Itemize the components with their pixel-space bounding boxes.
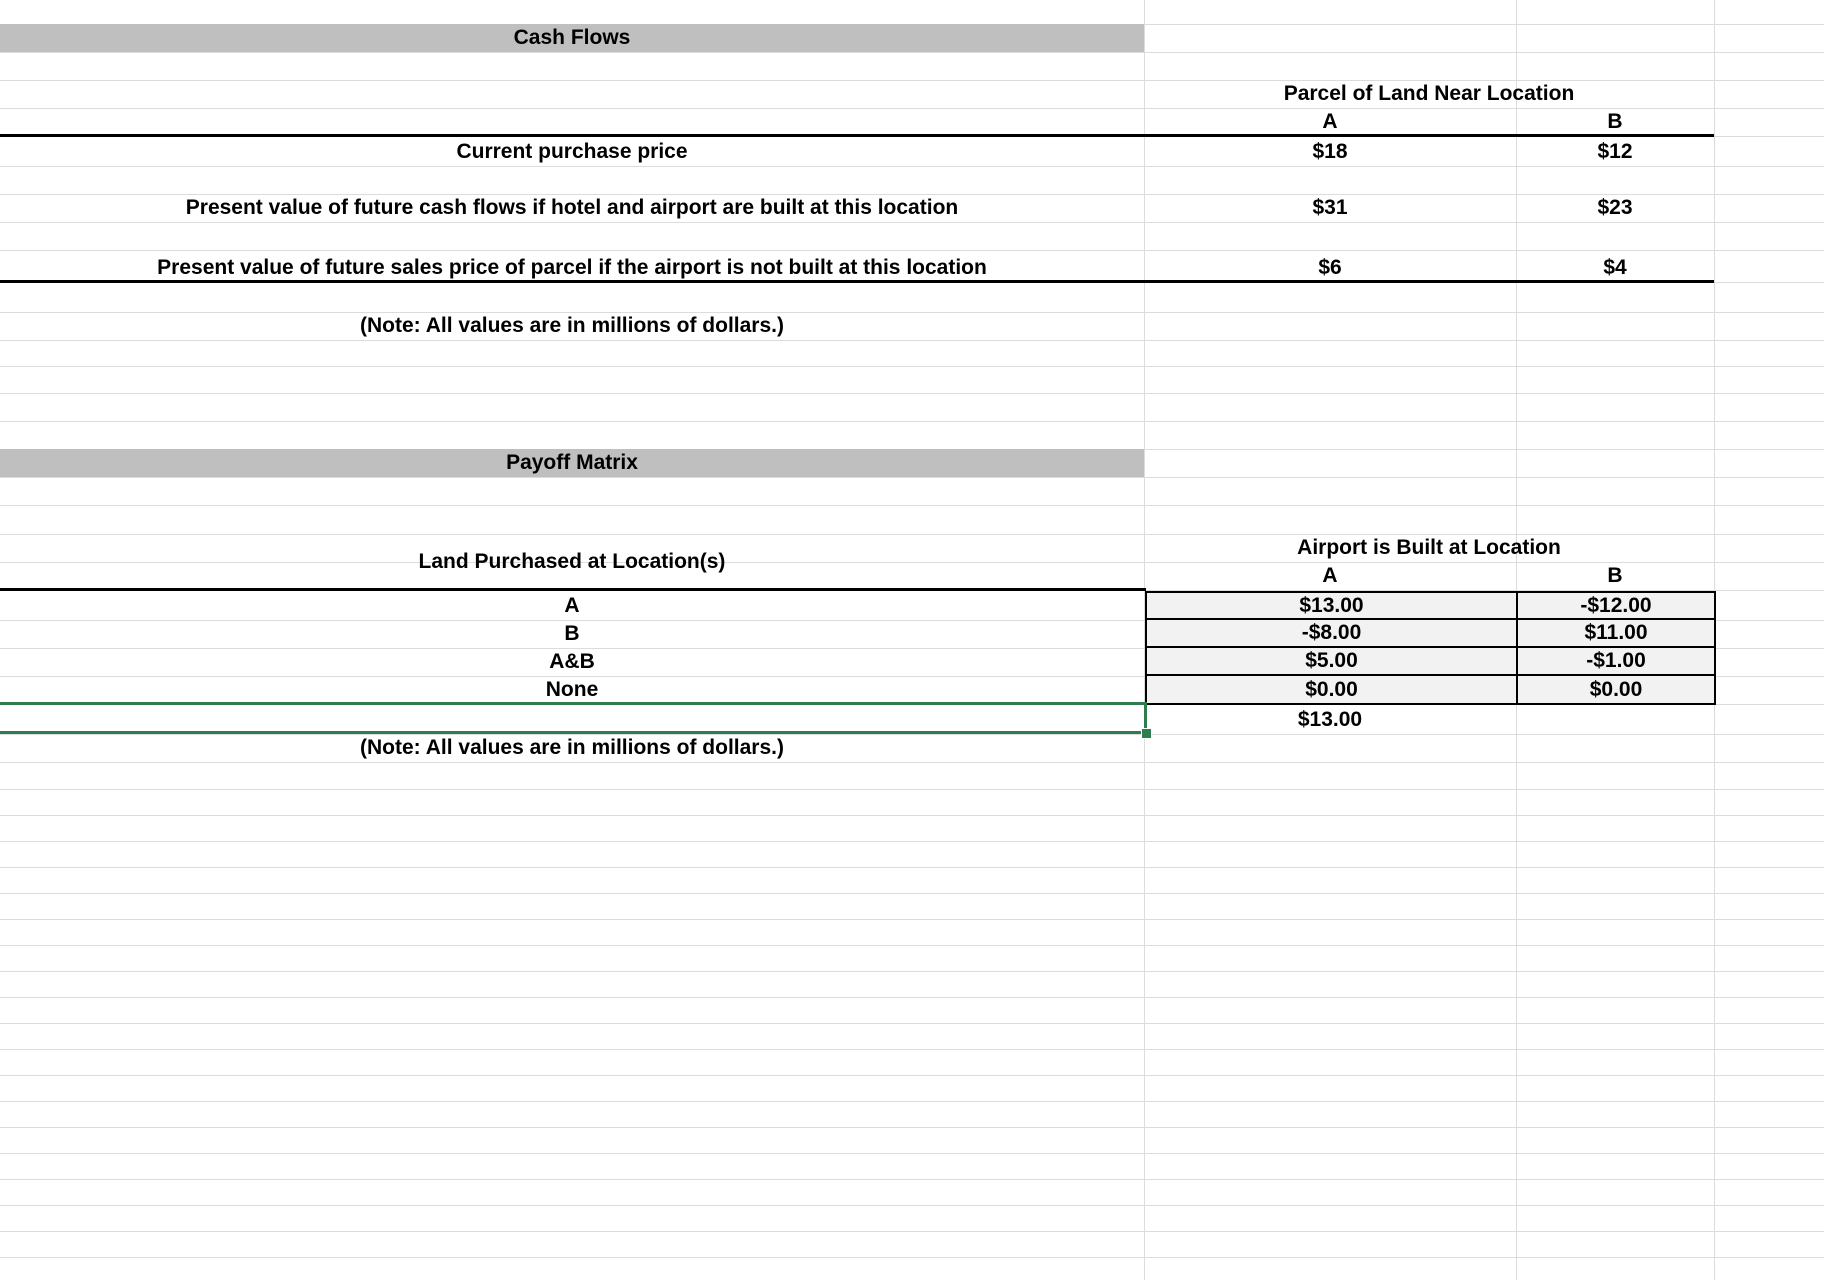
grid-row-line: [0, 1257, 1824, 1258]
payoff-cell-a[interactable]: -$8.00: [1145, 618, 1518, 648]
grid-row-line: [0, 1101, 1824, 1102]
land-purchased-header[interactable]: Land Purchased at Location(s): [418, 550, 726, 573]
grid-row-line: [0, 1049, 1824, 1050]
pv-sales-price-a[interactable]: $6: [1318, 256, 1342, 279]
airport-header[interactable]: Airport is Built at Location: [1297, 536, 1561, 559]
grid-row-line: [0, 1075, 1824, 1076]
grid-row-line: [0, 945, 1824, 946]
grid-row-line: [0, 340, 1824, 341]
grid-row-line: [0, 762, 1824, 763]
payoff-row-label[interactable]: A: [564, 594, 580, 617]
cash-flows-title[interactable]: Cash Flows: [513, 26, 631, 49]
grid-row-line: [0, 789, 1824, 790]
pv-cash-flows-b[interactable]: $23: [1597, 196, 1633, 219]
pv-cash-flows-a[interactable]: $31: [1312, 196, 1348, 219]
grid-row-line: [0, 505, 1824, 506]
purchase-price-b[interactable]: $12: [1597, 140, 1633, 163]
grid-row-line: [0, 841, 1824, 842]
grid-row-line: [0, 997, 1824, 998]
payoff-cell-b[interactable]: $0.00: [1516, 674, 1716, 705]
parcel-col-a-header[interactable]: A: [1322, 110, 1338, 133]
payoff-note[interactable]: (Note: All values are in millions of dollars.): [360, 736, 784, 759]
grid-row-line: [0, 222, 1824, 223]
payoff-cell-b[interactable]: -$1.00: [1516, 646, 1716, 676]
grid-row-line: [0, 1023, 1824, 1024]
header-rule: [0, 134, 1714, 137]
grid-row-line: [0, 815, 1824, 816]
airport-col-b-header[interactable]: B: [1607, 564, 1623, 587]
grid-row-line: [0, 421, 1824, 422]
payoff-row-label[interactable]: A&B: [549, 650, 595, 673]
grid-row-line: [0, 971, 1824, 972]
grid-row-line: [0, 1205, 1824, 1206]
grid-row-line: [0, 1153, 1824, 1154]
payoff-title[interactable]: Payoff Matrix: [506, 451, 638, 474]
parcel-header[interactable]: Parcel of Land Near Location: [1283, 82, 1575, 105]
grid-row-line: [0, 393, 1824, 394]
grid-row-line: [0, 1179, 1824, 1180]
grid-row-line: [0, 250, 1824, 251]
grid-row-line: [0, 166, 1824, 167]
grid-row-line: [0, 919, 1824, 920]
payoff-row-label[interactable]: B: [564, 622, 580, 645]
airport-col-a-header[interactable]: A: [1322, 564, 1338, 587]
payoff-cell-a[interactable]: $13.00: [1145, 591, 1518, 620]
payoff-cell-a[interactable]: $5.00: [1145, 646, 1518, 676]
grid-row-line: [0, 366, 1824, 367]
payoff-cell-b[interactable]: -$12.00: [1516, 591, 1716, 620]
pv-sales-price-b[interactable]: $4: [1603, 256, 1627, 279]
payoff-header-rule: [0, 588, 1146, 591]
grid-row-line: [0, 52, 1824, 53]
cash-flows-note[interactable]: (Note: All values are in millions of dollars.): [360, 314, 784, 337]
max-value-cell[interactable]: $13.00: [1297, 708, 1363, 731]
payoff-cell-b[interactable]: $11.00: [1516, 618, 1716, 648]
grid-row-line: [0, 1127, 1824, 1128]
footer-rule: [0, 280, 1714, 283]
selected-cell-top: [0, 702, 1146, 705]
parcel-col-b-header[interactable]: B: [1607, 110, 1623, 133]
purchase-price-a[interactable]: $18: [1312, 140, 1348, 163]
pv-cash-flows-label[interactable]: Present value of future cash flows if hotel and airport are built at this location: [185, 196, 959, 219]
payoff-row-label[interactable]: None: [545, 678, 599, 701]
grid-row-line: [0, 867, 1824, 868]
grid-row-line: [0, 477, 1824, 478]
grid-row-line: [0, 1231, 1824, 1232]
purchase-price-label[interactable]: Current purchase price: [456, 140, 688, 163]
grid-row-line: [0, 893, 1824, 894]
pv-sales-price-label[interactable]: Present value of future sales price of parcel if the airport is not built at this location: [157, 256, 987, 279]
payoff-cell-a[interactable]: $0.00: [1145, 674, 1518, 705]
